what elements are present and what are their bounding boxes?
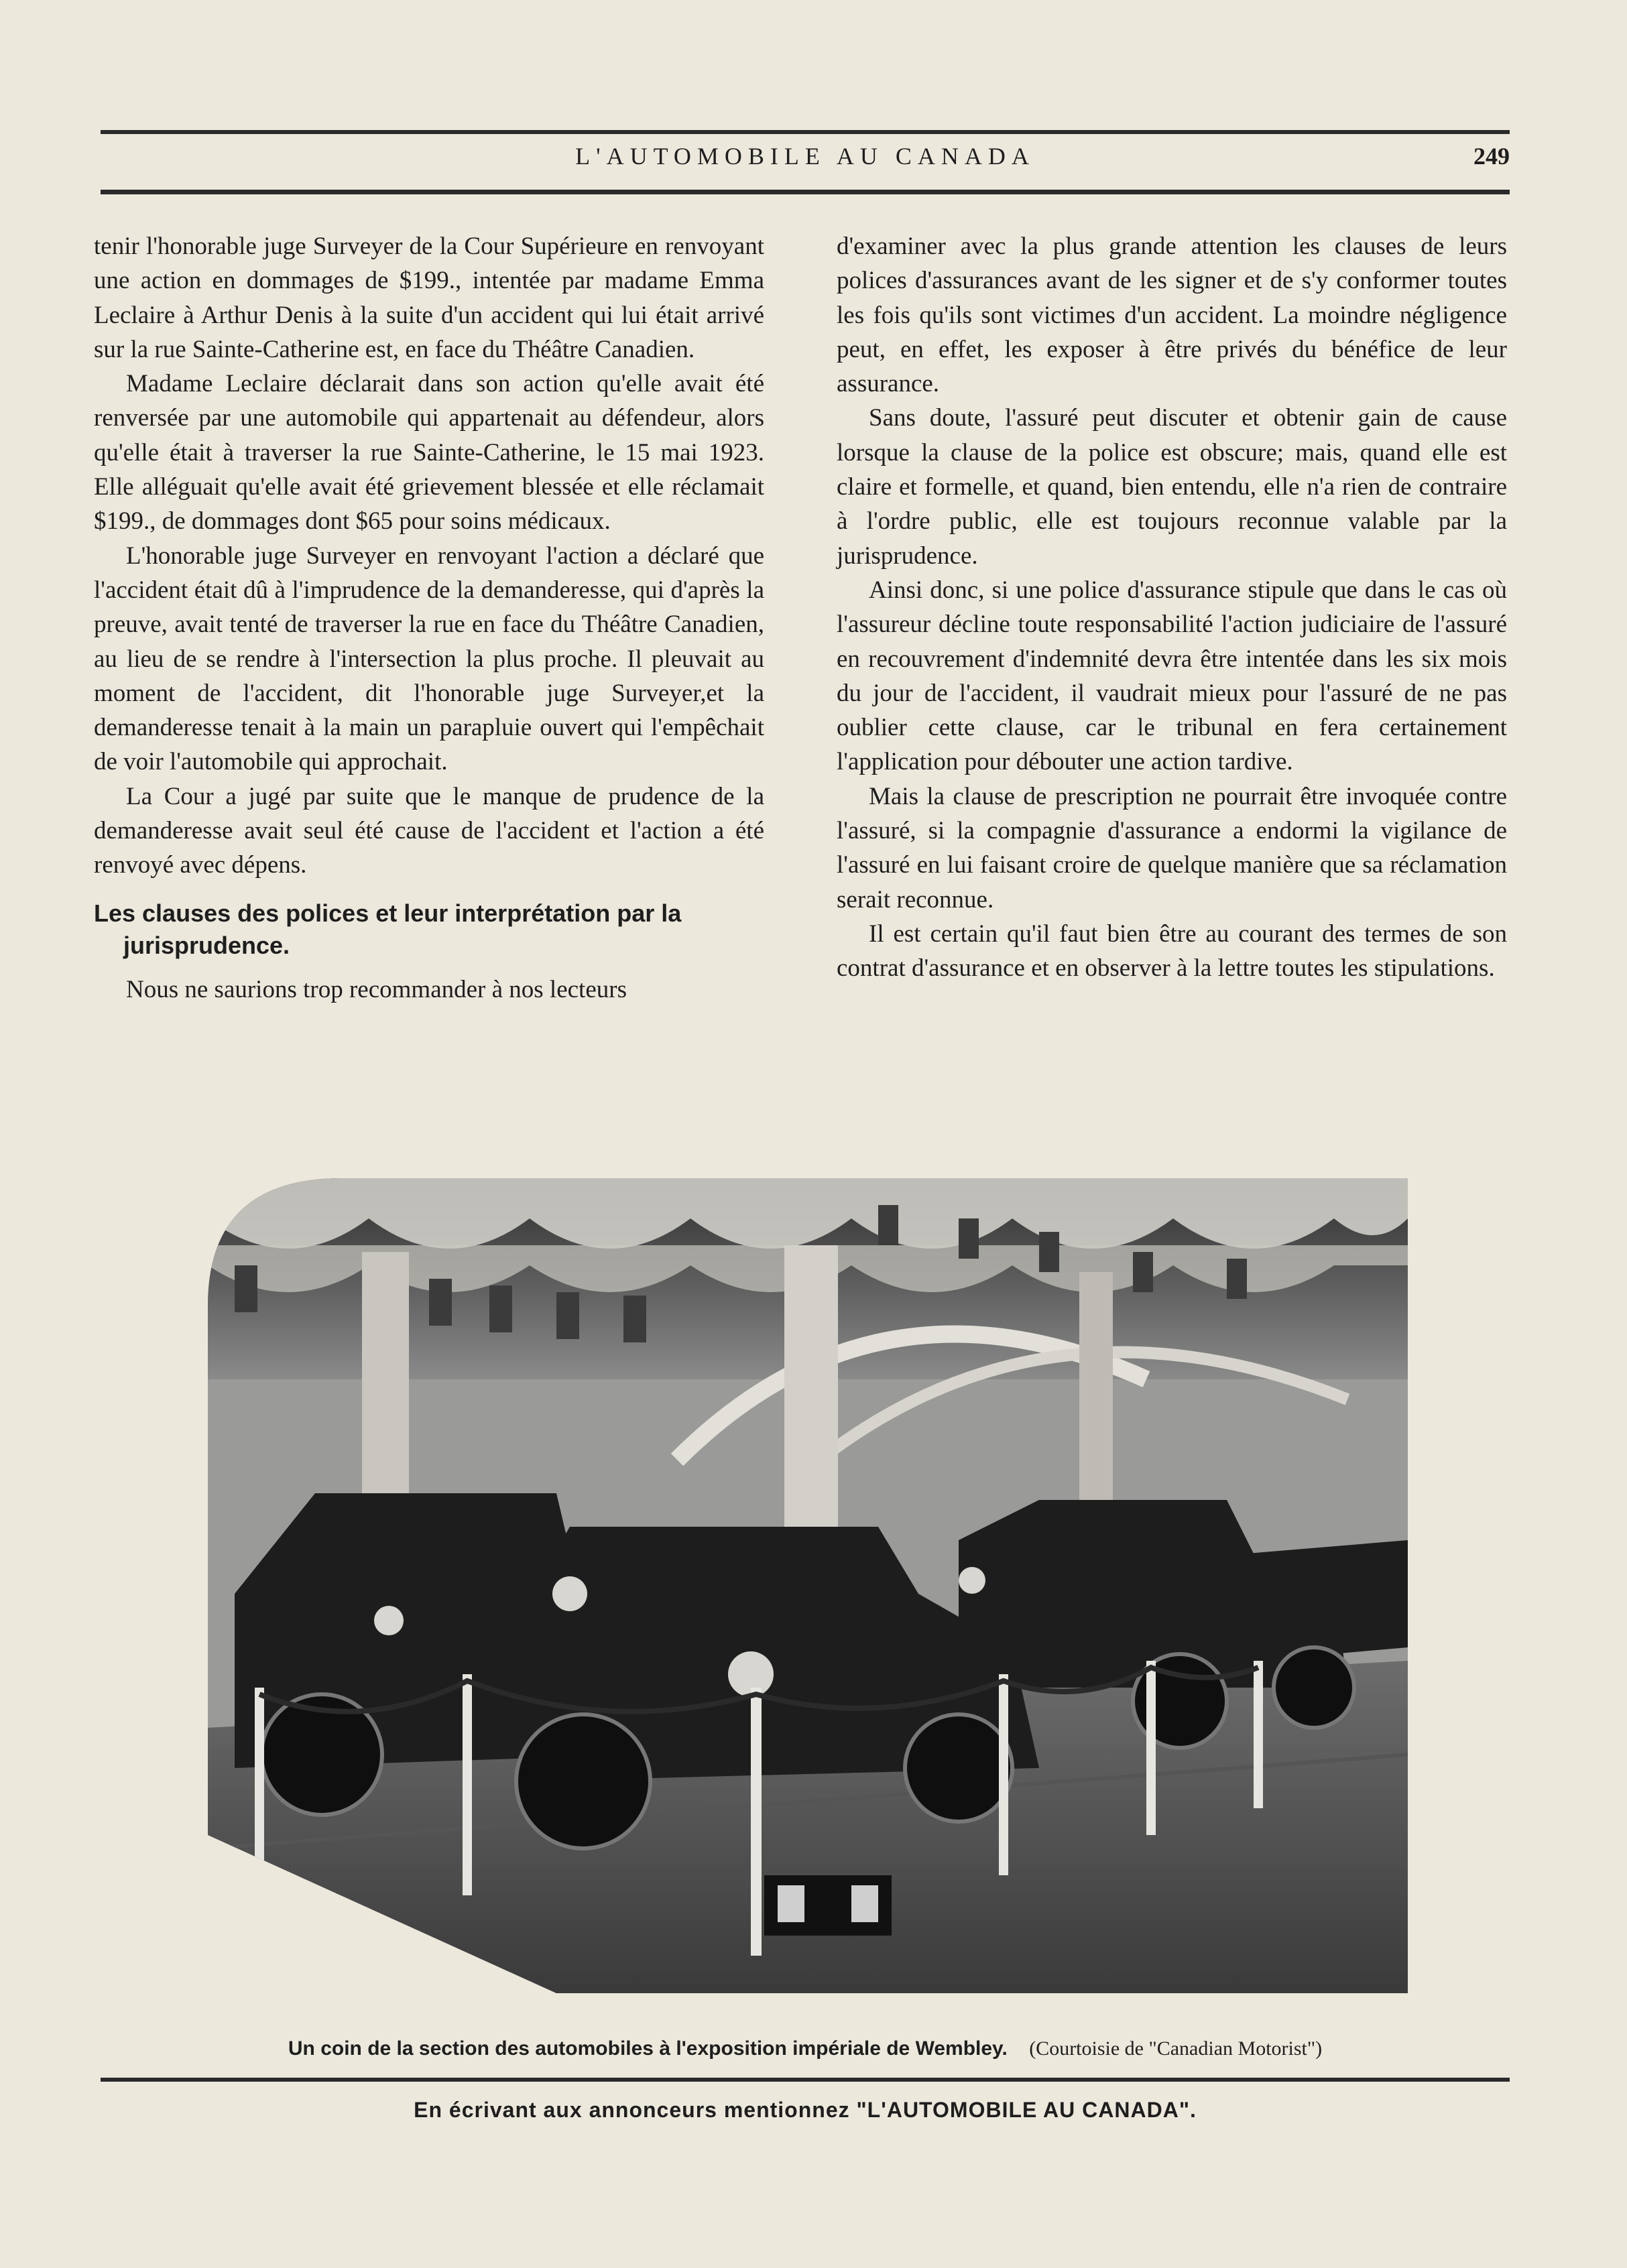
paragraph: tenir l'honorable juge Surveyer de la Cour Supérieure en renvoyant une action en dommages de $199., intentée par madame Emma Leclaire à Arthur Denis à la suite d'un accident qui lui était arrivé sur la rue Sainte-Catherine est, en face du Théâtre Canadien.	[94, 233, 764, 363]
paragraph: Sans doute, l'assuré peut discuter et obtenir gain de cause lorsque la clause de la police est obscure; mais, quand elle est claire et formelle, et quand, bien entendu, elle n'a rien de contraire à l'ordre public, elle est toujours reconnue valable par la jurisprudence.	[837, 404, 1507, 570]
footer-notice: En écrivant aux annonceurs mentionnez "L'AUTOMOBILE AU CANADA".	[414, 2098, 1197, 2122]
caption-text: Un coin de la section des automobiles à l'exposition impériale de Wembley.	[288, 2037, 1008, 2060]
photo-caption	[101, 2037, 1510, 2060]
paragraph: Mais la clause de prescription ne pourrait être invoquée contre l'assuré, si la compagnie d'assurance a endormi la vigilance de l'assuré en lui faisant croire de quelque manière que sa réclamation serait reconnue.	[837, 782, 1507, 914]
header-rule-bottom	[101, 190, 1510, 194]
exhibition-photo	[208, 1178, 1408, 1993]
left-column	[94, 229, 764, 1007]
right-column	[837, 229, 1507, 986]
photo-credit: (Courtoisie de "Canadian Motorist")	[1029, 2037, 1323, 2060]
paragraph: d'examiner avec la plus grande attention les clauses de leurs polices d'assurances avant de les signer et de s'y conformer toutes les fois qu'ils sont victimes d'un accident. La moindre négligence peut, en effet, les exposer à être privés du bénéfice de leur assurance.	[837, 233, 1507, 398]
paragraph: La Cour a jugé par suite que le manque de prudence de la demanderesse avait seul été cause de l'accident et l'action a été renvoyé avec dépens.	[94, 782, 764, 879]
footer-rule	[101, 2078, 1510, 2082]
header-rule-top	[101, 130, 1510, 134]
paragraph: Nous ne saurions trop recommander à nos lecteurs	[126, 975, 627, 1003]
paragraph: Il est certain qu'il faut bien être au courant des termes de son contrat d'assurance et en observer à la lettre toutes les stipulations.	[837, 920, 1507, 983]
running-head: L'AUTOMOBILE AU CANADA	[575, 143, 1035, 170]
paragraph: Madame Leclaire déclarait dans son action qu'elle avait été renversée par une automobile qui appartenait au défendeur, alors qu'elle était à traverser la rue Sainte-Catherine, le 15 mai 1923. Elle alléguait qu'elle avait été grievement blessée et elle réclamait $199., de dommages dont $65 pour soins médicaux.	[94, 370, 764, 536]
section-heading: Les clauses des polices et leur interprétation par la jurisprudence.	[94, 899, 682, 959]
paragraph: Ainsi donc, si une police d'assurance stipule que dans le cas où l'assureur décline toute responsabilité l'action judiciaire de l'assuré en recouvrement d'indemnité devra être intentée dans les six mois du jour de l'accident, il vaudrait mieux pour l'assuré de ne pas oublier cette clause, car le tribunal en fera certainement l'application pour débouter une action tardive.	[837, 576, 1507, 776]
page-number: 249	[1473, 143, 1510, 170]
paragraph: L'honorable juge Surveyer en renvoyant l'action a déclaré que l'accident était dû à l'imprudence de la demanderesse, qui d'après la preuve, avait tenté de traverser la rue en face du Théâtre Canadien, au lieu de se rendre à l'intersection la plus proche. Il pleuvait au moment de l'accident, dit l'honorable juge Surveyer,et la demanderesse tenait à la main un parapluie ouvert qui l'empêchait de voir l'automobile qui approchait.	[94, 542, 764, 776]
